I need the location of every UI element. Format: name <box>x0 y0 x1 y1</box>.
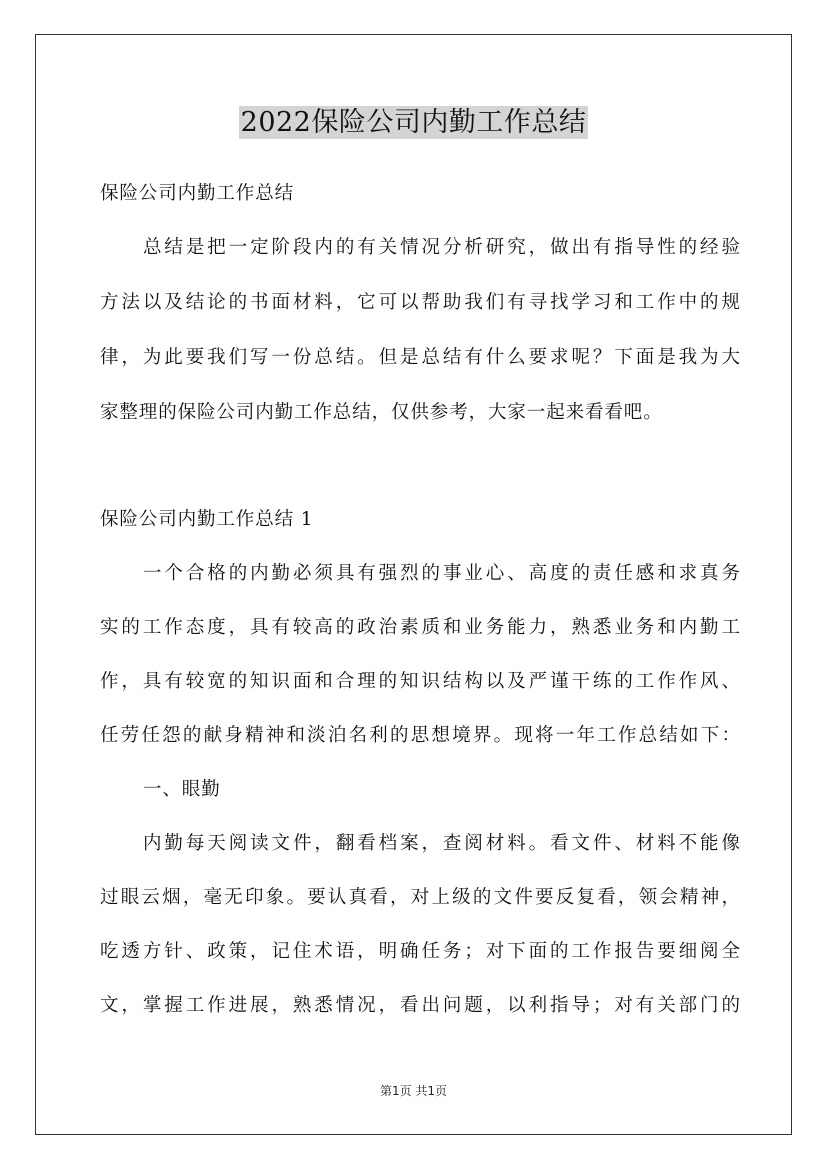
section-body-line: 任劳任怨的献身精神和淡泊名利的思想境界。现将一年工作总结如下： <box>100 725 740 746</box>
intro-line: 家整理的保险公司内勤工作总结，仅供参考，大家一起来看看吧。 <box>100 402 663 423</box>
item-body-line: 吃透方针、政策，记住术语，明确任务；对下面的工作报告要细阅全 <box>100 941 740 962</box>
section-body-line: 作，具有较宽的知识面和合理的知识结构以及严谨干练的工作作风、 <box>100 671 740 692</box>
item-heading: 一、眼勤 <box>143 779 221 800</box>
item-body-line: 文，掌握工作进展，熟悉情况，看出问题，以利指导；对有关部门的 <box>100 995 740 1016</box>
section-body-line: 一个合格的内勤必须具有强烈的事业心、高度的责任感和求真务 <box>143 563 740 584</box>
section-heading: 保险公司内勤工作总结 1 <box>100 509 314 530</box>
document-title <box>0 103 827 143</box>
page-number-footer: 第1页 共1页 <box>379 1084 448 1098</box>
item-body-line: 过眼云烟，毫无印象。要认真看，对上级的文件要反复看，领会精神， <box>100 887 740 908</box>
document-title-text: 2022保险公司内勤工作总结 <box>240 107 587 138</box>
document-subtitle: 保险公司内勤工作总结 <box>100 183 295 204</box>
section-body-line: 实的工作态度，具有较高的政治素质和业务能力，熟悉业务和内勤工 <box>100 617 740 638</box>
intro-line: 律，为此要我们写一份总结。但是总结有什么要求呢？下面是我为大 <box>100 347 740 368</box>
intro-line: 总结是把一定阶段内的有关情况分析研究，做出有指导性的经验 <box>143 237 740 258</box>
item-body-line: 内勤每天阅读文件，翻看档案，查阅材料。看文件、材料不能像 <box>143 833 740 854</box>
intro-line: 方法以及结论的书面材料，它可以帮助我们有寻找学习和工作中的规 <box>100 292 740 313</box>
